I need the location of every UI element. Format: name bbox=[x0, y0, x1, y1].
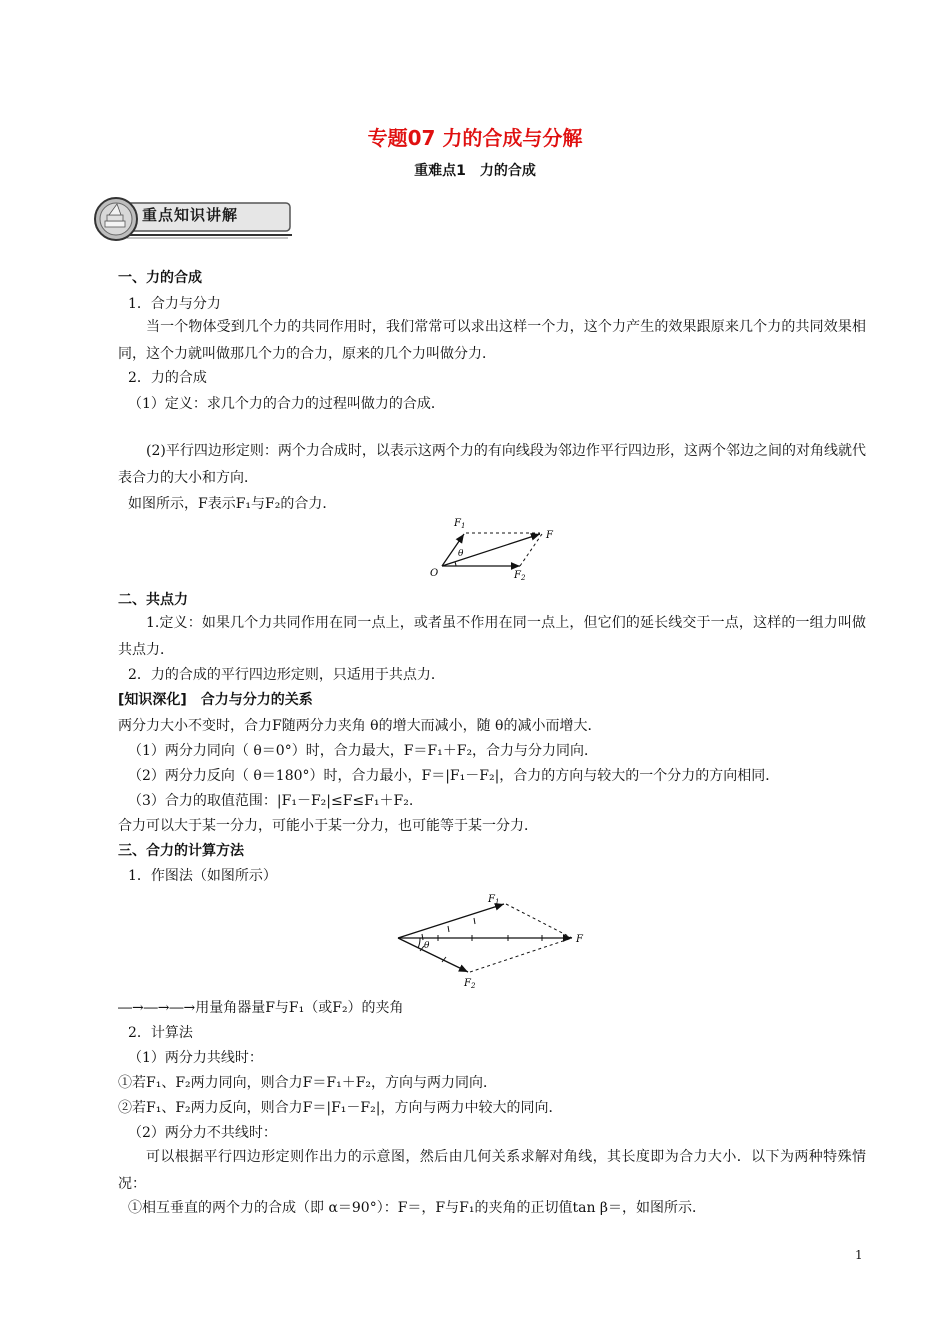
definition-line: （1）定义：求几个力的合力的过程叫做力的合成． bbox=[128, 396, 445, 412]
dashed-edge bbox=[470, 938, 572, 972]
method-steps: ―→―→―→用量角器量F与F₁（或F₂）的夹角 bbox=[118, 1000, 404, 1016]
vector-f2 bbox=[398, 938, 468, 972]
section-heading: 一、力的合成 bbox=[118, 270, 202, 286]
angle-arc bbox=[418, 938, 420, 948]
text-line: （1）两分力同向（ θ＝0°）时，合力最大，F＝F₁＋F₂，合力与分力同向． bbox=[128, 743, 599, 759]
label-f1-subscript: 1 bbox=[461, 522, 466, 530]
section-heading: 三、合力的计算方法 bbox=[118, 843, 244, 859]
banner-label: 重点知识讲解 bbox=[142, 206, 239, 224]
vector-f1 bbox=[398, 904, 504, 938]
rule-line: 2．力的合成的平行四边形定则，只适用于共点力． bbox=[128, 667, 445, 683]
page-number: 1 bbox=[855, 1248, 863, 1262]
case-title: （2）两分力不共线时： bbox=[128, 1125, 277, 1141]
label-f2-subscript: 2 bbox=[471, 982, 476, 990]
paragraph: (2)平行四边形定则：两个力合成时，以表示这两个力的有向线段为邻边作平行四边形，这两个邻边之间的对角线就代表合力的大小和方向． bbox=[118, 443, 866, 486]
label-f2: F bbox=[464, 978, 471, 989]
label-theta: θ bbox=[424, 941, 430, 951]
text-line: 合力可以大于某一分力，可能小于某一分力，也可能等于某一分力． bbox=[118, 818, 538, 834]
label-f: F bbox=[546, 530, 553, 541]
label-f1: F bbox=[488, 894, 495, 905]
paragraph: 1.定义：如果几个力共同作用在同一点上，或者虽不作用在同一点上，但它们的延长线交于一点，这样的一组力叫做共点力． bbox=[118, 615, 866, 658]
case-title: （1）两分力共线时： bbox=[128, 1050, 263, 1066]
label-f2-subscript: 2 bbox=[521, 574, 526, 582]
vector-f bbox=[442, 534, 540, 566]
section-banner bbox=[92, 195, 297, 243]
label-theta: θ bbox=[458, 549, 464, 559]
method-title: 1．作图法（如图所示） bbox=[128, 868, 277, 884]
parallelogram-figure bbox=[424, 518, 564, 582]
section-heading: 二、共点力 bbox=[118, 592, 188, 608]
label-f2: F bbox=[514, 570, 521, 581]
label-f1-subscript: 1 bbox=[495, 898, 500, 906]
paragraph: 可以根据平行四边形定则作出力的示意图，然后由几何关系求解对角线，其长度即为合力大小．以下为两种特殊情况： bbox=[118, 1149, 866, 1192]
case-item: ②若F₁、F₂两力反向，则合力F＝|F₁－F₂|，方向与两力中较大的同向． bbox=[118, 1100, 563, 1116]
page-title: 专题07 力的合成与分解 bbox=[367, 126, 583, 150]
item-title: 1．合力与分力 bbox=[128, 296, 221, 312]
text-line: 两分力大小不变时，合力F随两分力夹角 θ的增大而减小，随 θ的减小而增大． bbox=[118, 718, 602, 734]
label-f1: F bbox=[454, 518, 461, 529]
case-item: ①相互垂直的两个力的合成（即 α＝90°）：F＝，F与F₁的夹角的正切值tan β＝，如图所示． bbox=[128, 1200, 707, 1216]
label-f: F bbox=[576, 934, 583, 945]
graphical-method-figure bbox=[392, 892, 592, 990]
text-line: （3）合力的取值范围：|F₁－F₂|≤F≤F₁＋F₂. bbox=[128, 793, 414, 809]
page-subtitle: 重难点1 力的合成 bbox=[414, 163, 536, 179]
item-title: 2．力的合成 bbox=[128, 370, 207, 386]
figure-caption: 如图所示，F表示F₁与F₂的合力． bbox=[128, 496, 337, 512]
method-title: 2．计算法 bbox=[128, 1025, 193, 1041]
knowledge-heading: [知识深化] 合力与分力的关系 bbox=[118, 692, 313, 708]
case-item: ①若F₁、F₂两力同向，则合力F＝F₁＋F₂，方向与两力同向． bbox=[118, 1075, 498, 1091]
label-origin: O bbox=[430, 568, 439, 579]
paragraph: 当一个物体受到几个力的共同作用时，我们常常可以求出这样一个力，这个力产生的效果跟原来几个力的共同效果相同，这个力就叫做那几个力的合力，原来的几个力叫做分力． bbox=[118, 319, 866, 362]
dashed-edge bbox=[506, 904, 572, 938]
text-line: （2）两分力反向（ θ＝180°）时，合力最小，F＝|F₁－F₂|，合力的方向与较大的一个分力的方向相同． bbox=[128, 768, 780, 784]
